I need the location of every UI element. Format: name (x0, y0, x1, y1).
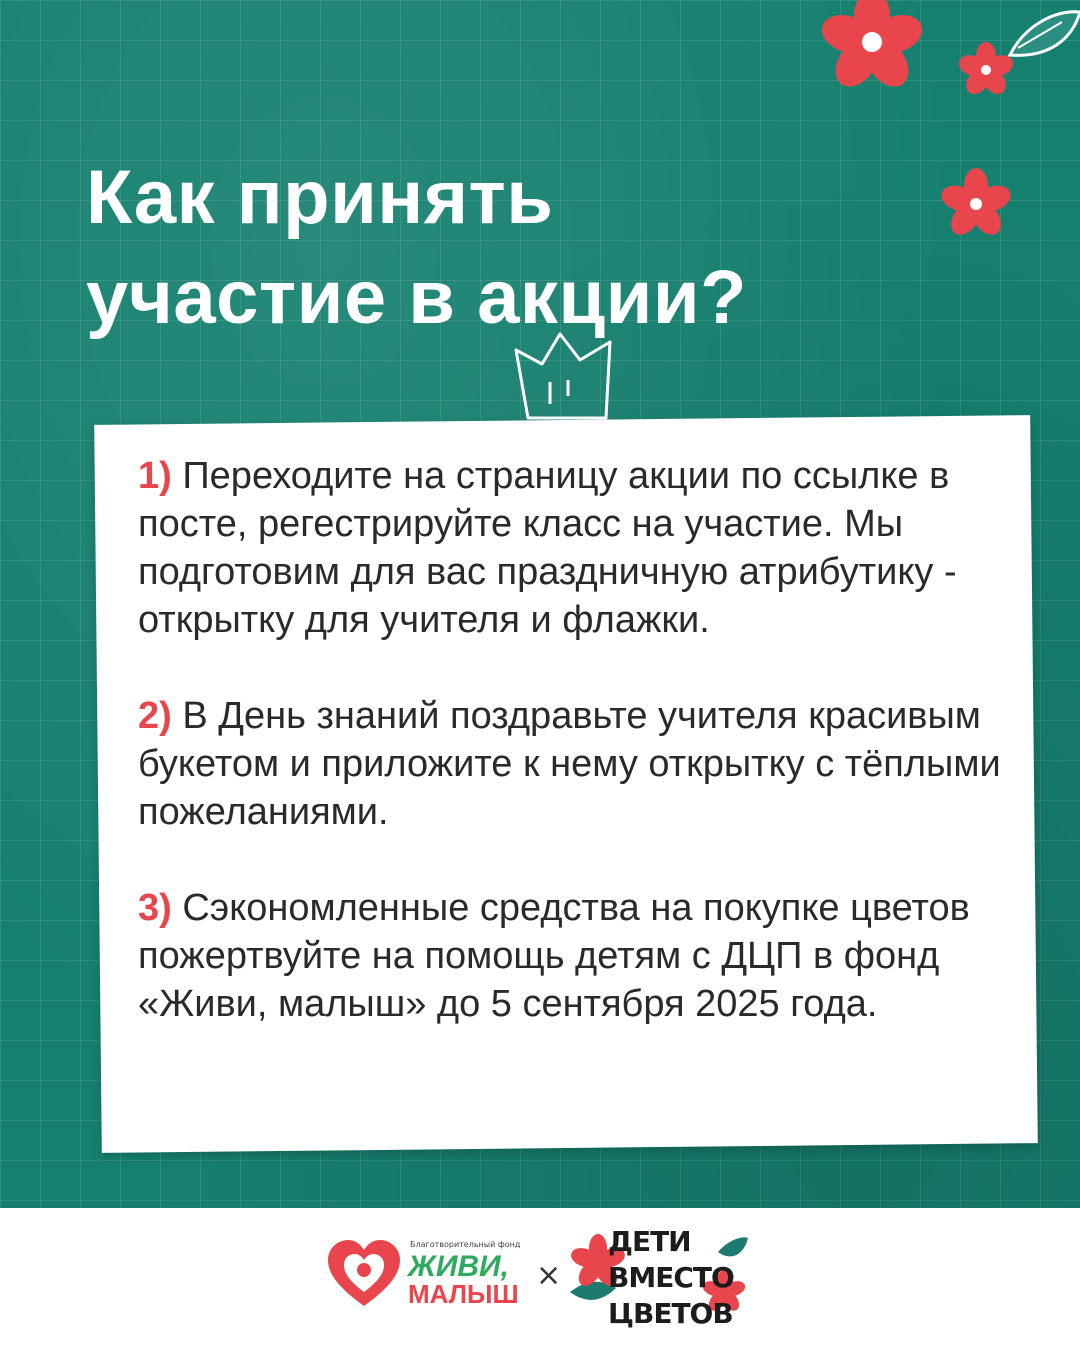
logo-subtitle: МАЛЫШ (408, 1279, 519, 1309)
logo-line: ВМЕСТО (608, 1261, 734, 1294)
collab-separator: × (536, 1258, 562, 1293)
zhivi-malysh-logo (326, 1234, 541, 1314)
leaf-icon (1010, 12, 1080, 56)
step-1 (138, 452, 1018, 644)
step-number: 3) (138, 887, 172, 929)
page-title (86, 148, 747, 348)
title-line-1: Как принять (86, 155, 554, 240)
logo-wordmark (608, 1224, 734, 1332)
flower-icon (956, 42, 1015, 99)
flowers-decoration (790, 0, 1080, 260)
step-text: В День знаний поздравьте учителя красивым букетом и приложите к нему открытку с тёплыми пожеланиями. (138, 695, 1001, 833)
step-number: 1) (138, 455, 172, 497)
logo-line: ЦВЕТОВ (608, 1297, 733, 1330)
step-number: 2) (138, 695, 172, 737)
step-2 (138, 692, 1018, 836)
title-line-2: участие в акции? (86, 255, 747, 340)
steps-list (138, 452, 1018, 1076)
logo-title: ЖИВИ, (408, 1250, 509, 1283)
logo-caption: Благотворительный фонд (410, 1240, 521, 1249)
logo-line: ДЕТИ (608, 1225, 691, 1258)
flower-icon (938, 168, 1014, 240)
crown-doodle-icon (508, 330, 618, 422)
step-text: Переходите на страницу акции по ссылке в посте, регестрируйте класс на участие. Мы подготовим для вас праздничную атрибутику - открытку для учителя и флажки. (138, 455, 957, 641)
flower-icon (817, 0, 927, 95)
heart-logo-icon (326, 1238, 402, 1310)
step-3 (138, 884, 1018, 1028)
deti-vmesto-tsvetov-logo (568, 1222, 748, 1342)
step-text: Сэкономленные средства на покупке цветов пожертвуйте на помощь детям с ДЦП в фонд «Живи, малыш» до 5 сентября 2025 года. (138, 887, 970, 1025)
